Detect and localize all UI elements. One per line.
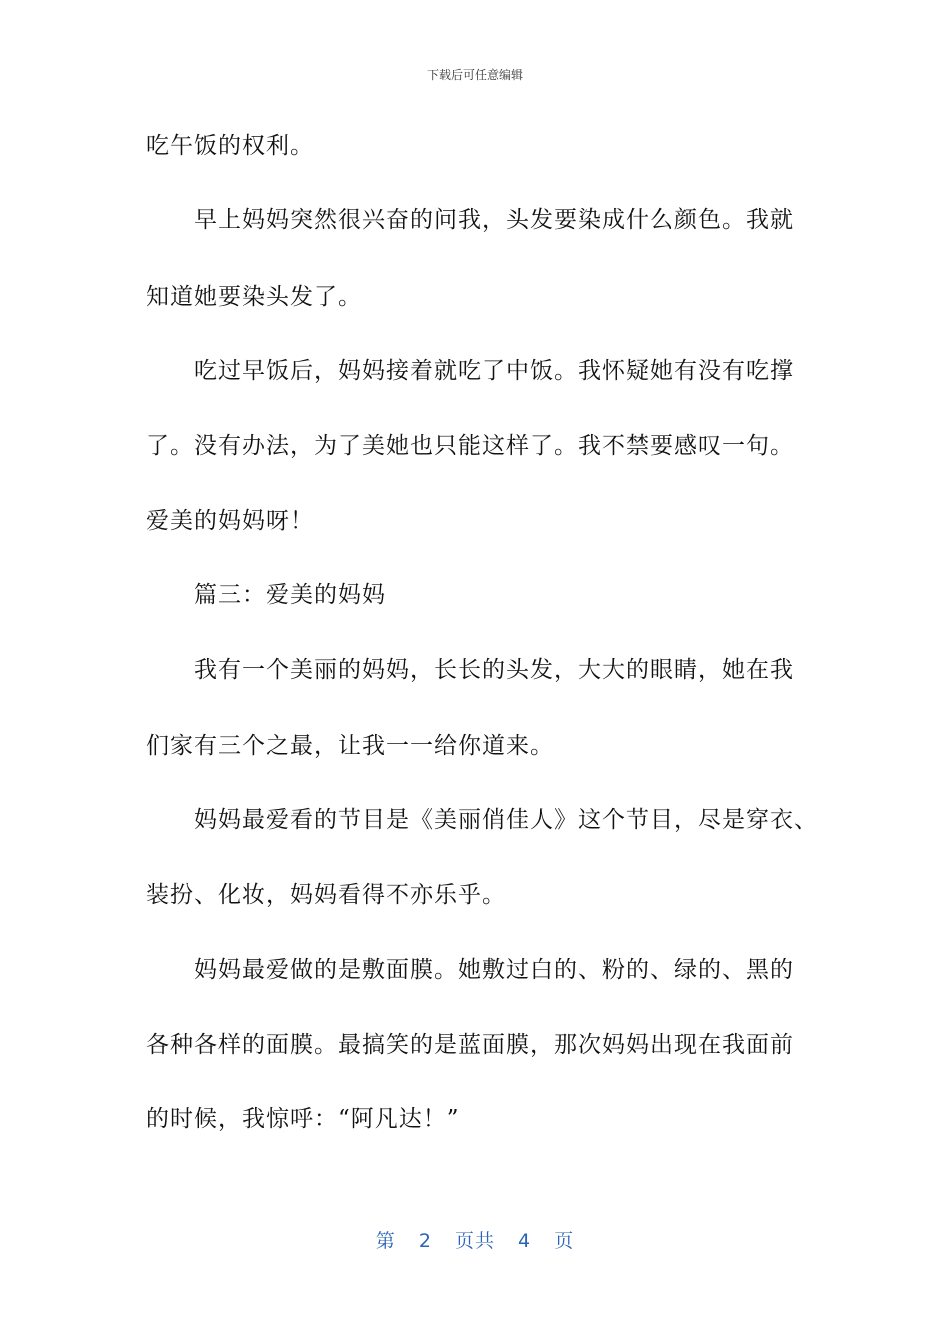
paragraph-line: 了。没有办法，为了美她也只能这样了。我不禁要感叹一句。 xyxy=(146,433,794,459)
page-footer xyxy=(0,1226,950,1253)
paragraph-line: 妈妈最爱看的节目是《美丽俏佳人》这个节目，尽是穿衣、 xyxy=(194,807,818,833)
section-heading: 篇三：爱美的妈妈 xyxy=(194,582,386,608)
paragraph-line: 吃过早饭后，妈妈接着就吃了中饭。我怀疑她有没有吃撑 xyxy=(194,358,794,384)
paragraph-line: 的时候，我惊呼：“阿凡达！” xyxy=(146,1106,460,1132)
paragraph-line: 装扮、化妆，妈妈看得不亦乐乎。 xyxy=(146,882,506,908)
page-label-prefix: 第 xyxy=(375,1230,396,1252)
paragraph-line: 吃午饭的权利。 xyxy=(146,133,314,159)
page-current: 2 xyxy=(418,1230,432,1252)
paragraph-line: 妈妈最爱做的是敷面膜。她敷过白的、粉的、绿的、黑的 xyxy=(194,957,794,983)
paragraph-line: 早上妈妈突然很兴奋的问我，头发要染成什么颜色。我就 xyxy=(194,207,794,233)
page-header: 下载后可任意编辑 xyxy=(426,68,523,82)
paragraph-line: 我有一个美丽的妈妈，长长的头发，大大的眼睛，她在我 xyxy=(194,657,794,683)
paragraph-line: 各种各样的面膜。最搞笑的是蓝面膜，那次妈妈出现在我面前 xyxy=(146,1032,794,1058)
page-label-suffix: 页 xyxy=(554,1230,575,1252)
page-label-mid: 页共 xyxy=(454,1230,495,1252)
paragraph-line: 们家有三个之最，让我一一给你道来。 xyxy=(146,733,554,759)
paragraph-line: 爱美的妈妈呀！ xyxy=(146,508,314,534)
paragraph-line: 知道她要染头发了。 xyxy=(146,284,362,310)
page-total: 4 xyxy=(518,1230,532,1252)
